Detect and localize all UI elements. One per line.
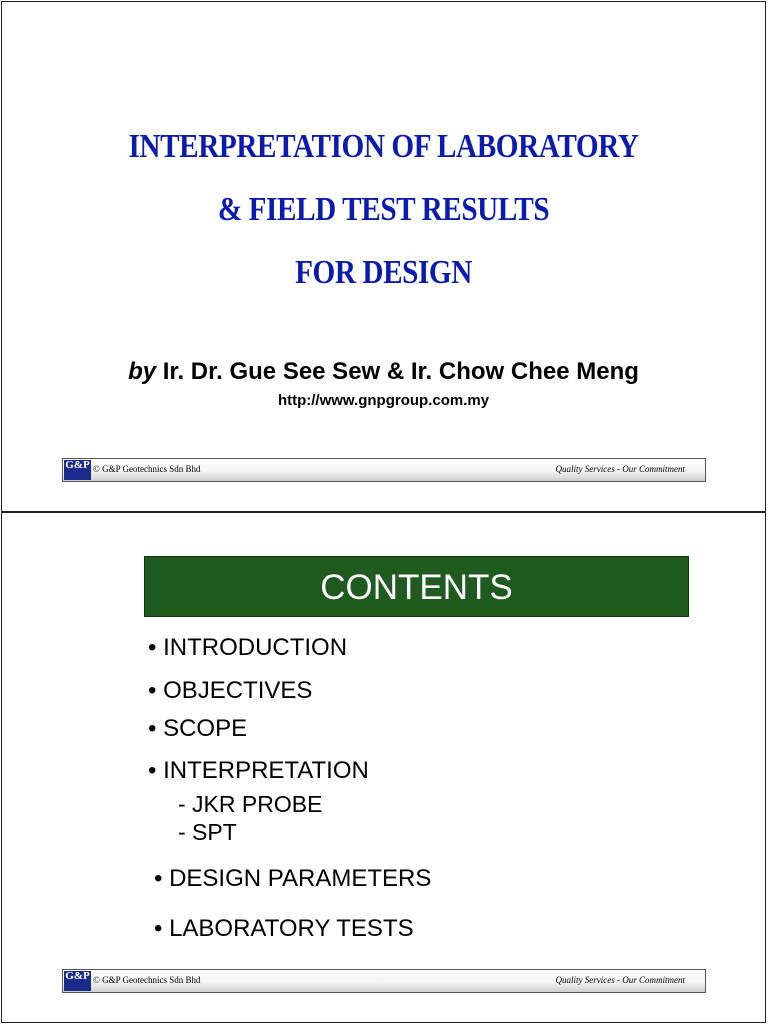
title-line-3: FOR DESIGN	[295, 254, 472, 291]
contents-item: • LABORATORY TESTS	[154, 915, 414, 942]
gp-logo-icon: G&P	[64, 971, 91, 991]
footer-copyright: © G&P Geotechnics Sdn Bhd	[93, 464, 201, 474]
title-line-2: & FIELD TEST RESULTS	[217, 191, 550, 228]
footer-tagline: Quality Services - Our Commitment	[555, 975, 685, 985]
authors-names: Ir. Dr. Gue See Sew & Ir. Chow Chee Meng	[162, 358, 639, 385]
slide-footer	[62, 969, 706, 993]
footer-copyright: © G&P Geotechnics Sdn Bhd	[93, 975, 201, 985]
gp-logo-icon: G&P	[64, 460, 91, 480]
contents-item: • INTERPRETATION	[148, 757, 369, 784]
contents-heading: CONTENTS	[144, 556, 689, 617]
contents-item: • OBJECTIVES	[148, 677, 313, 704]
contents-subitem: - JKR PROBE	[178, 791, 323, 817]
title-line-1: INTERPRETATION OF LABORATORY	[128, 128, 639, 165]
by-label: by	[128, 358, 157, 385]
website-url: http://www.gnpgroup.com.my	[277, 392, 490, 409]
authors-line	[2, 358, 765, 386]
contents-item: • SCOPE	[148, 715, 248, 742]
slide-footer	[62, 458, 706, 482]
contents-subitem: - SPT	[178, 819, 237, 845]
slide-title	[1, 1, 766, 512]
contents-item: • INTRODUCTION	[148, 634, 348, 661]
footer-tagline: Quality Services - Our Commitment	[555, 464, 685, 474]
contents-item: • DESIGN PARAMETERS	[154, 865, 432, 892]
slide-contents	[1, 512, 766, 1023]
